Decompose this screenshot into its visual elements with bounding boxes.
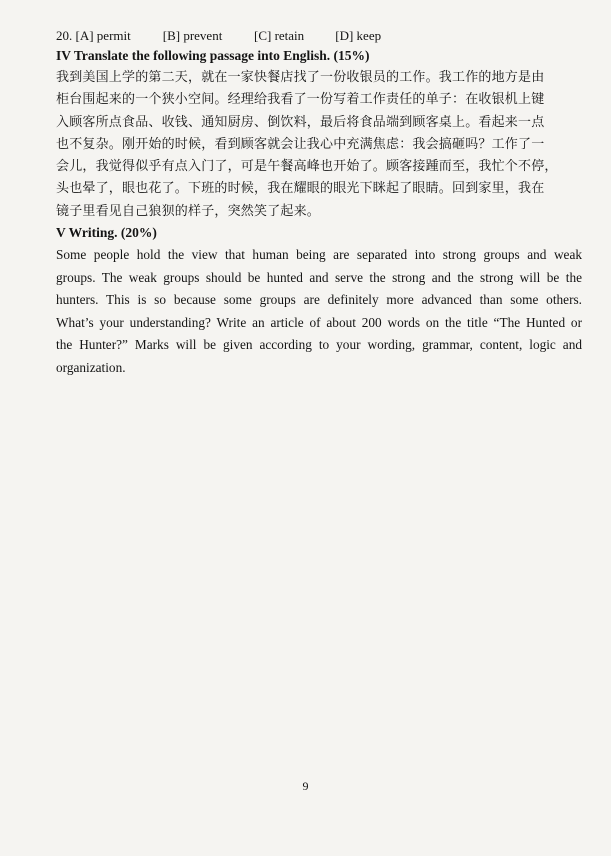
option-b: [B] prevent	[162, 28, 223, 43]
section-5-heading: V Writing. (20%)	[56, 225, 157, 241]
passage-line: 我到美国上学的第二天，就在一家快餐店找了一份收银员的工作。我工作的地方是由	[56, 70, 545, 85]
translation-passage	[56, 67, 582, 223]
passage-line: 头也晕了，眼也花了。下班的时候，我在耀眼的眼光下眯起了眼睛。回到家里，我在	[56, 181, 545, 197]
prompt-line: organization.	[56, 359, 126, 375]
writing-prompt	[56, 244, 582, 379]
passage-line: 也不复杂。刚开始的时候，看到顾客就会让我心中充满焦虑：我会搞砸吗？工作了一	[56, 136, 545, 152]
question-20	[56, 26, 582, 46]
prompt-line: the Hunter?” Marks will be given according to your wording, grammar, content, logic and	[56, 337, 582, 353]
prompt-line: Some people hold the view that human being are separated into strong groups and weak	[56, 247, 582, 263]
option-d: [D] keep	[335, 28, 382, 43]
passage-line: 入顾客所点食品、收钱、通知厨房、倒饮料，最后将食品端到顾客桌上。看起来一点	[56, 114, 545, 130]
passage-line: 柜台围起来的一个狭小空间。经理给我看了一份写着工作责任的单子：在收银机上键	[56, 92, 545, 108]
passage-line: 镜子里看见自己狼狈的样子，突然笑了起来。	[56, 203, 321, 219]
passage-line: 会儿，我觉得似乎有点入门了，可是午餐高峰也开始了。顾客接踵而至，我忙个不停，	[56, 159, 558, 175]
section-4-heading: IV Translate the following passage into English. (15%)	[56, 48, 370, 63]
page-number: 9	[302, 779, 309, 793]
option-a: [A] permit	[75, 28, 131, 43]
prompt-line: hunters. This is so because some groups are definitely more advanced than some others.	[56, 292, 582, 308]
question-number: 20.	[56, 28, 73, 43]
prompt-line: groups. The weak groups should be hunted and serve the strong and the strong will be the	[56, 269, 582, 285]
option-c: [C] retain	[254, 28, 305, 43]
prompt-line: What’s your understanding? Write an article of about 200 words on the title “The Hunted or	[56, 314, 582, 330]
page-content	[56, 26, 582, 379]
